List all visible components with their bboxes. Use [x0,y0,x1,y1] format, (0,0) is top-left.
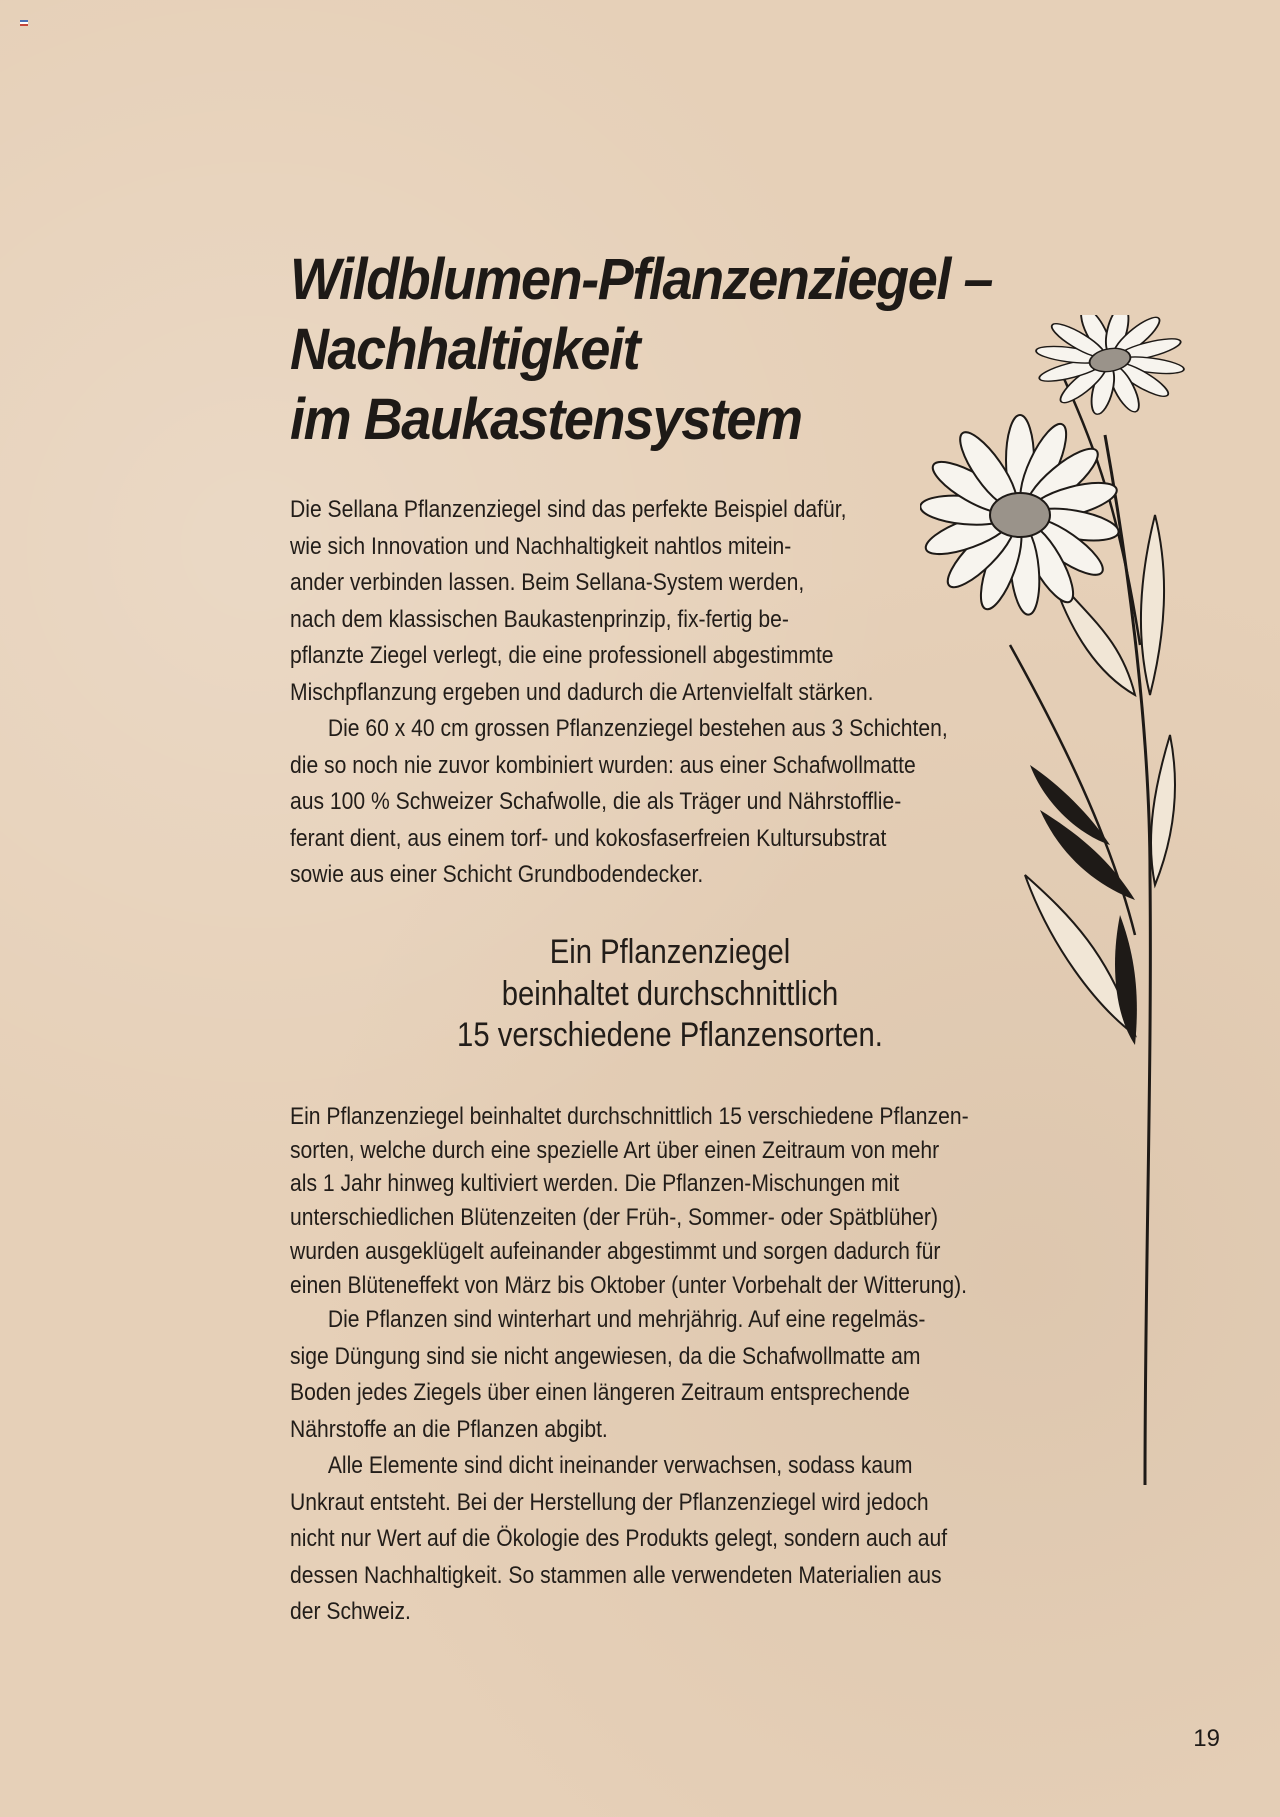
text-line: nach dem klassischen Baukastenprinzip, fix-fertig be- [290,605,789,633]
text-line: ander verbinden lassen. Beim Sellana-System werden, [290,569,805,596]
title-line-2: Nachhaltigkeit [290,317,640,382]
text-line: Die Sellana Pflanzenziegel sind das perfekte Beispiel dafür, [290,496,847,523]
text-line: wurden ausgeklügelt aufeinander abgestimmt und sorgen dadurch für [290,1237,941,1265]
details-text [290,1100,969,1631]
text-line: ferant dient, aus einem torf- und kokosfaserfreien Kultursubstrat [290,824,887,852]
text-line: die so noch nie zuvor kombiniert wurden: aus einer Schafwollmatte [290,751,916,779]
text-line: pflanzte Ziegel verlegt, die eine professionell abgestimmte [290,642,834,669]
text-line: sorten, welche durch eine spezielle Art über einen Zeitraum von mehr [290,1136,940,1164]
page-number: 19 [1193,1725,1220,1752]
text-line: wie sich Innovation und Nachhaltigkeit nahtlos mitein- [290,532,792,560]
text-line: der Schweiz. [290,1598,411,1626]
text-line: Die 60 x 40 cm grossen Pflanzenziegel bestehen aus 3 Schichten, [327,715,948,742]
highlight-line-2: beinhaltet durchschnittlich [501,974,839,1013]
text-line: Die Pflanzen sind winterhart und mehrjährig. Auf eine regelmäs- [327,1306,926,1334]
leaf [1151,735,1175,885]
corner-flag-icon [20,20,28,26]
text-line: nicht nur Wert auf die Ökologie des Produkts gelegt, sondern auch auf [290,1525,948,1553]
daisy-small [1014,315,1206,430]
text-line: unterschiedlichen Blütenzeiten (der Früh-, Sommer- oder Spätblüher) [290,1204,938,1232]
highlight-line-1: Ein Pflanzenziegel [549,933,791,971]
title-line-1: Wildblumen-Pflanzenziegel – [290,247,993,312]
intro-text [290,492,959,894]
text-line: dessen Nachhaltigkeit. So stammen alle verwendeten Materialien aus [290,1561,942,1589]
text-line: Unkraut entsteht. Bei der Herstellung der Pflanzenziegel wird jedoch [290,1488,929,1516]
text-line: Ein Pflanzenziegel beinhaltet durchschnittlich 15 verschiedene Pflanzen- [290,1103,969,1130]
highlight-line-3: 15 verschiedene Pflanzensorten. [457,1016,883,1054]
daisy-illustration-icon [920,315,1250,1490]
title-line-3: im Baukastensystem [290,387,802,452]
text-line: Nährstoffe an die Pflanzen abgibt. [290,1415,608,1443]
details-paragraph-2 [290,1302,959,1631]
text-line: aus 100 % Schweizer Schafwolle, die als Träger und Nährstofflie- [290,788,902,815]
text-line: als 1 Jahr hinweg kultiviert werden. Die Pflanzen-Mischungen mit [290,1170,900,1198]
text-line: sowie aus einer Schicht Grundbodendecker. [290,861,704,888]
text-line: sige Düngung sind sie nicht angewiesen, da die Schafwollmatte am [290,1342,921,1370]
text-line: einen Blüteneffekt von März bis Oktober (unter Vorbehalt der Witterung). [290,1271,967,1299]
text-line: Mischpflanzung ergeben und dadurch die Artenvielfalt stärken. [290,678,874,706]
text-line: Alle Elemente sind dicht ineinander verwachsen, sodass kaum [327,1452,913,1480]
text-line: Boden jedes Ziegels über einen längeren Zeitraum entsprechende [290,1379,910,1407]
leaf [1141,515,1164,695]
